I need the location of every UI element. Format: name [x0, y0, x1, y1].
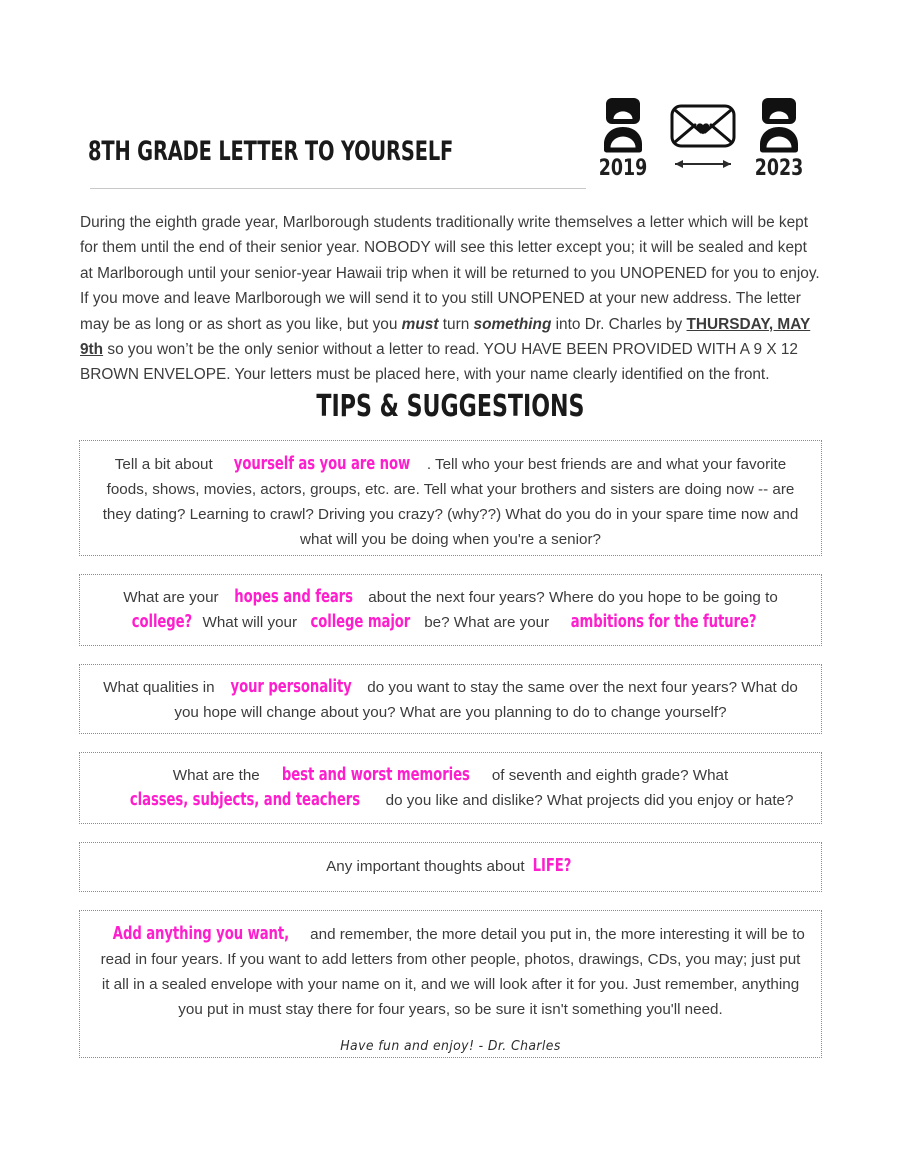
person-year-right — [748, 96, 810, 180]
section-heading-tips — [0, 389, 900, 424]
tip-box — [79, 664, 822, 734]
tip-highlight: college? — [132, 612, 193, 632]
intro-emphasis-must: must — [401, 315, 439, 333]
tip-plain-text: of seventh and eighth grade? What — [487, 767, 729, 784]
header-icon-cluster — [592, 96, 822, 186]
tip-text — [96, 854, 805, 879]
tips-list — [79, 440, 822, 1076]
person-icon — [748, 96, 810, 154]
intro-deadline: THURSDAY, MAY 9th — [80, 315, 811, 359]
intro-text-part-3: into Dr. Charles by — [551, 315, 687, 333]
tip-plain-text: and remember, the more detail you put in, the more interesting it will be to read in four years. If you want to add letters from other people, photos, drawings, CDs, you may; just put it all in a sealed envelope with your name on it, and we will look after it for you. Just remember, anything you put in must stay there for four years, so be sure it isn't something you'll need. — [100, 926, 805, 1018]
tip-text — [96, 763, 805, 813]
tip-box — [79, 842, 822, 892]
intro-text-part-2: turn — [438, 315, 474, 333]
year-label-right: 2023 — [754, 156, 804, 181]
tip-text — [96, 922, 805, 1022]
document-header — [0, 0, 900, 200]
section-heading-label: TIPS & SUGGESTIONS — [315, 389, 585, 424]
tip-highlight: college major — [310, 612, 411, 632]
intro-emphasis-something: something — [473, 315, 552, 333]
tip-highlight: hopes and fears — [234, 587, 353, 607]
tip-highlight: classes, subjects, and teachers — [129, 790, 360, 810]
intro-paragraph — [80, 210, 820, 388]
tip-plain-text: Any important thoughts about — [326, 858, 529, 875]
intro-text-part-4: so you won’t be the only senior without a letter to read. YOU HAVE BEEN PROVIDED WITH A 9 X 12 BROWN ENVELOPE. Your letters must be placed here, with your name clearly identified on the front. — [80, 341, 798, 384]
tip-plain-text: What are the — [172, 767, 264, 784]
envelope-heart-icon — [658, 102, 748, 150]
tip-plain-text: do you like and dislike? What projects did you enjoy or hate? — [381, 792, 794, 809]
tip-box — [79, 574, 822, 646]
tip-highlight: your personality — [230, 677, 352, 697]
year-label-left: 2019 — [598, 156, 648, 181]
signature-line: Have fun and enjoy! - Dr. Charles — [340, 1039, 561, 1054]
tip-box — [79, 440, 822, 556]
tip-box — [79, 910, 822, 1058]
tip-highlight: yourself as you are now — [233, 454, 411, 474]
tip-plain-text: What are your — [123, 589, 223, 606]
person-year-left — [592, 96, 654, 180]
tip-text — [96, 675, 805, 725]
tip-plain-text: . Tell who your best friends are and what your favorite foods, shows, movies, actors, groups, etc. are. Tell what your brothers and sisters are doing now -- are they dating? Learning to crawl? Driving you crazy? (why??) What do you do in your spare time now and what will you be doing when you're a senior? — [102, 456, 799, 548]
tip-box — [79, 752, 822, 824]
intro-text-part-1: During the eighth grade year, Marlborough students traditionally write themselves a letter which will be kept for them until the end of their senior year. NOBODY will see this letter except you; it will be sealed and kept at Marlborough until your senior-year Hawaii trip when it will be returned to you UNOPENED for you to enjoy. If you move and leave Marlborough we will send it to you still UNOPENED at your new address. The letter may be as long or as short as you like, but you — [80, 214, 820, 333]
envelope-group — [658, 102, 748, 172]
tip-highlight: ambitions for the future? — [571, 612, 757, 632]
tip-text — [96, 452, 805, 552]
tip-highlight: Add anything you want, — [112, 924, 290, 944]
tip-plain-text: be? What are your — [420, 614, 554, 631]
tip-highlight: best and worst memories — [281, 765, 470, 785]
page-title: 8TH GRADE LETTER TO YOURSELF — [88, 136, 454, 167]
double-arrow-icon — [658, 156, 748, 172]
title-divider — [90, 188, 586, 189]
tip-plain-text: What will your — [198, 614, 302, 631]
tip-plain-text: What qualities in — [103, 679, 219, 696]
tip-text — [96, 585, 805, 635]
person-icon — [592, 96, 654, 154]
tip-plain-text: about the next four years? Where do you hope to be going to — [364, 589, 778, 606]
tip-highlight: LIFE? — [532, 856, 572, 876]
tip-plain-text: do you want to stay the same over the next four years? What do you hope will change about you? What are you planning to do to change yourself? — [174, 679, 798, 721]
tip-plain-text: Tell a bit about — [114, 456, 217, 473]
